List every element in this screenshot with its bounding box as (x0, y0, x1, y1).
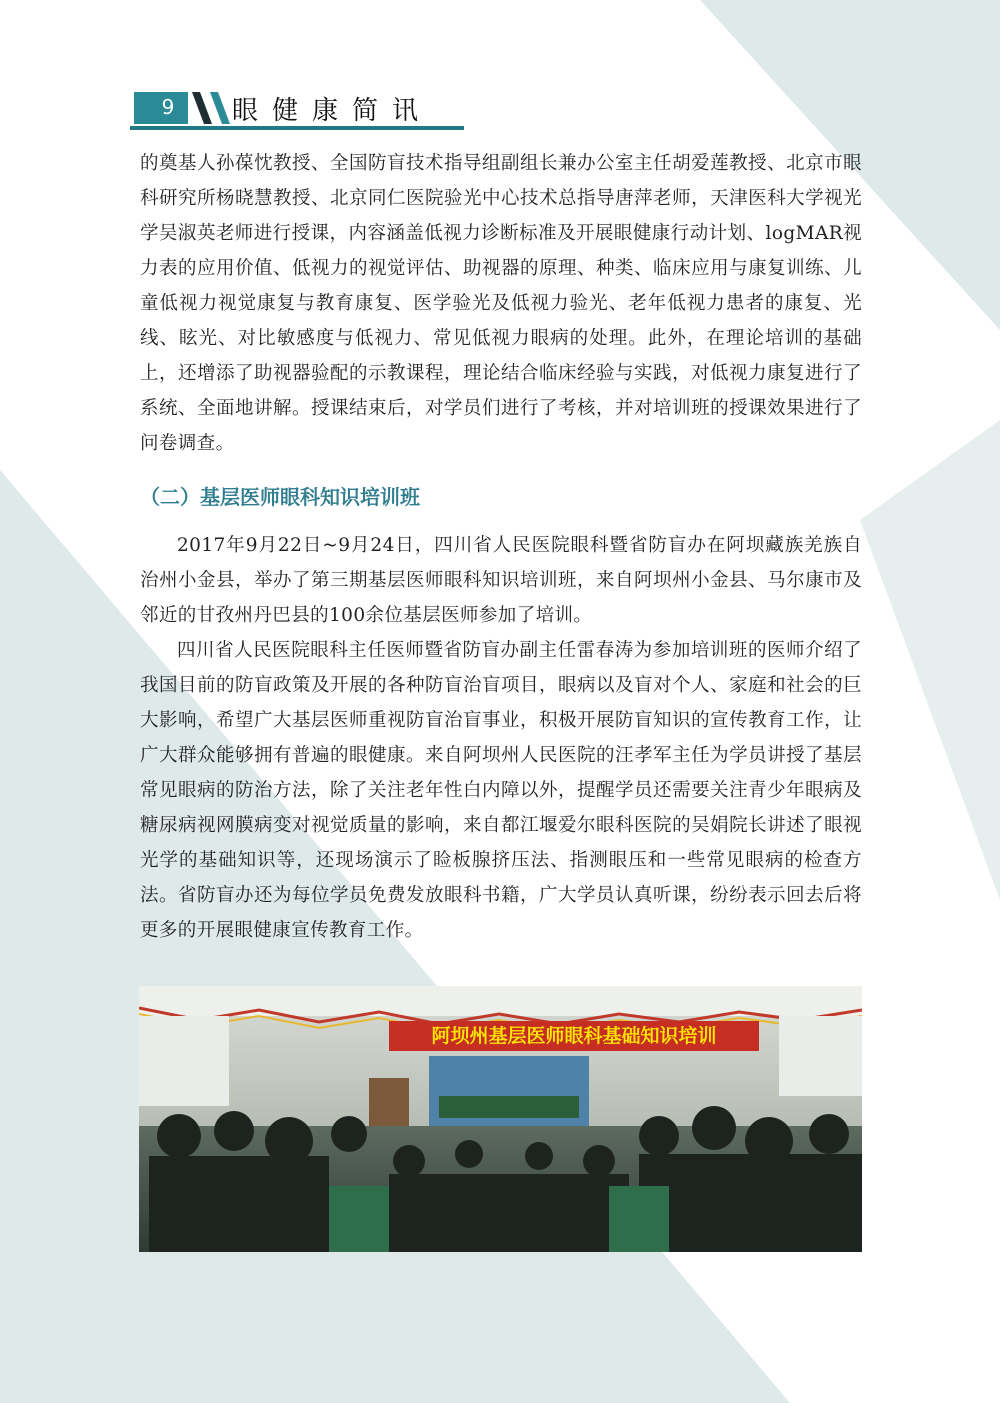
header-slash-2 (210, 92, 230, 124)
photo-podium (369, 1078, 409, 1128)
paragraph-1: 2017年9月22日~9月24日，四川省人民医院眼科暨省防盲办在阿坝藏族羌族自治州小金县，举办了第三期基层医师眼科知识培训班，来自阿坝州小金县、马尔康市及邻近的甘孜州丹巴县的100余位基层医师参加了培训。 (140, 535, 862, 626)
paragraph-continued: 的奠基人孙葆忱教授、全国防盲技术指导组副组长兼办公室主任胡爱莲教授、北京市眼科研究所杨晓慧教授、北京同仁医院验光中心技术总指导唐萍老师，天津医科大学视光学吴淑英老师进行授课，内容涵盖低视力诊断标准及开展眼健康行动计划、logMAR视力表的应用价值、低视力的视觉评估、助视器的原理、种类、临床应用与康复训练、儿童低视力视觉康复与教育康复、医学验光及低视力验光、老年低视力患者的康复、光线、眩光、对比敏感度与低视力、常见低视力眼病的处理。此外，在理论培训的基础上，还增添了助视器验配的示教课程，理论结合临床经验与实践，对低视力康复进行了系统、全面地讲解。授课结束后，对学员们进行了考核，并对培训班的授课效果进行了问卷调查。 (140, 153, 862, 454)
training-session-photo (139, 986, 862, 1252)
publication-title: 眼健康简讯 (232, 96, 433, 126)
paragraph-2: 四川省人民医院眼科主任医师暨省防盲办副主任雷春涛为参加培训班的医师介绍了我国目前的防盲政策及开展的各种防盲治盲项目，眼病以及盲对个人、家庭和社会的巨大影响，希望广大基层医师重视防盲治盲事业，积极开展防盲知识的宣传教育工作，让广大群众能够拥有普遍的眼健康。来自阿坝州人民医院的汪孝军主任为学员讲授了基层常见眼病的防治方法，除了关注老年性白内障以外，提醒学员还需要关注青少年眼病及糖尿病视网膜病变对视觉质量的影响，来自都江堰爱尔眼科医院的吴娟院长讲述了眼视光学的基础知识等，还现场演示了睑板腺挤压法、指测眼压和一些常见眼病的检查方法。省防盲办还为每位学员免费发放眼科书籍，广大学员认真听课，纷纷表示回去后将更多的开展眼健康宣传教育工作。 (140, 640, 862, 941)
header-slash-1 (192, 92, 212, 124)
right-band (860, 420, 1000, 900)
article-body (140, 146, 862, 948)
photo-window-left (139, 1016, 229, 1106)
photo-head-table (439, 1096, 579, 1118)
photo-window-right (779, 1016, 862, 1096)
section-heading: （二）基层医师眼科知识培训班 (140, 485, 420, 509)
page-number: 9 (161, 95, 175, 119)
page-header (130, 80, 470, 140)
photo-banner-text: 阿坝州基层医师眼科基础知识培训 (431, 1025, 717, 1047)
